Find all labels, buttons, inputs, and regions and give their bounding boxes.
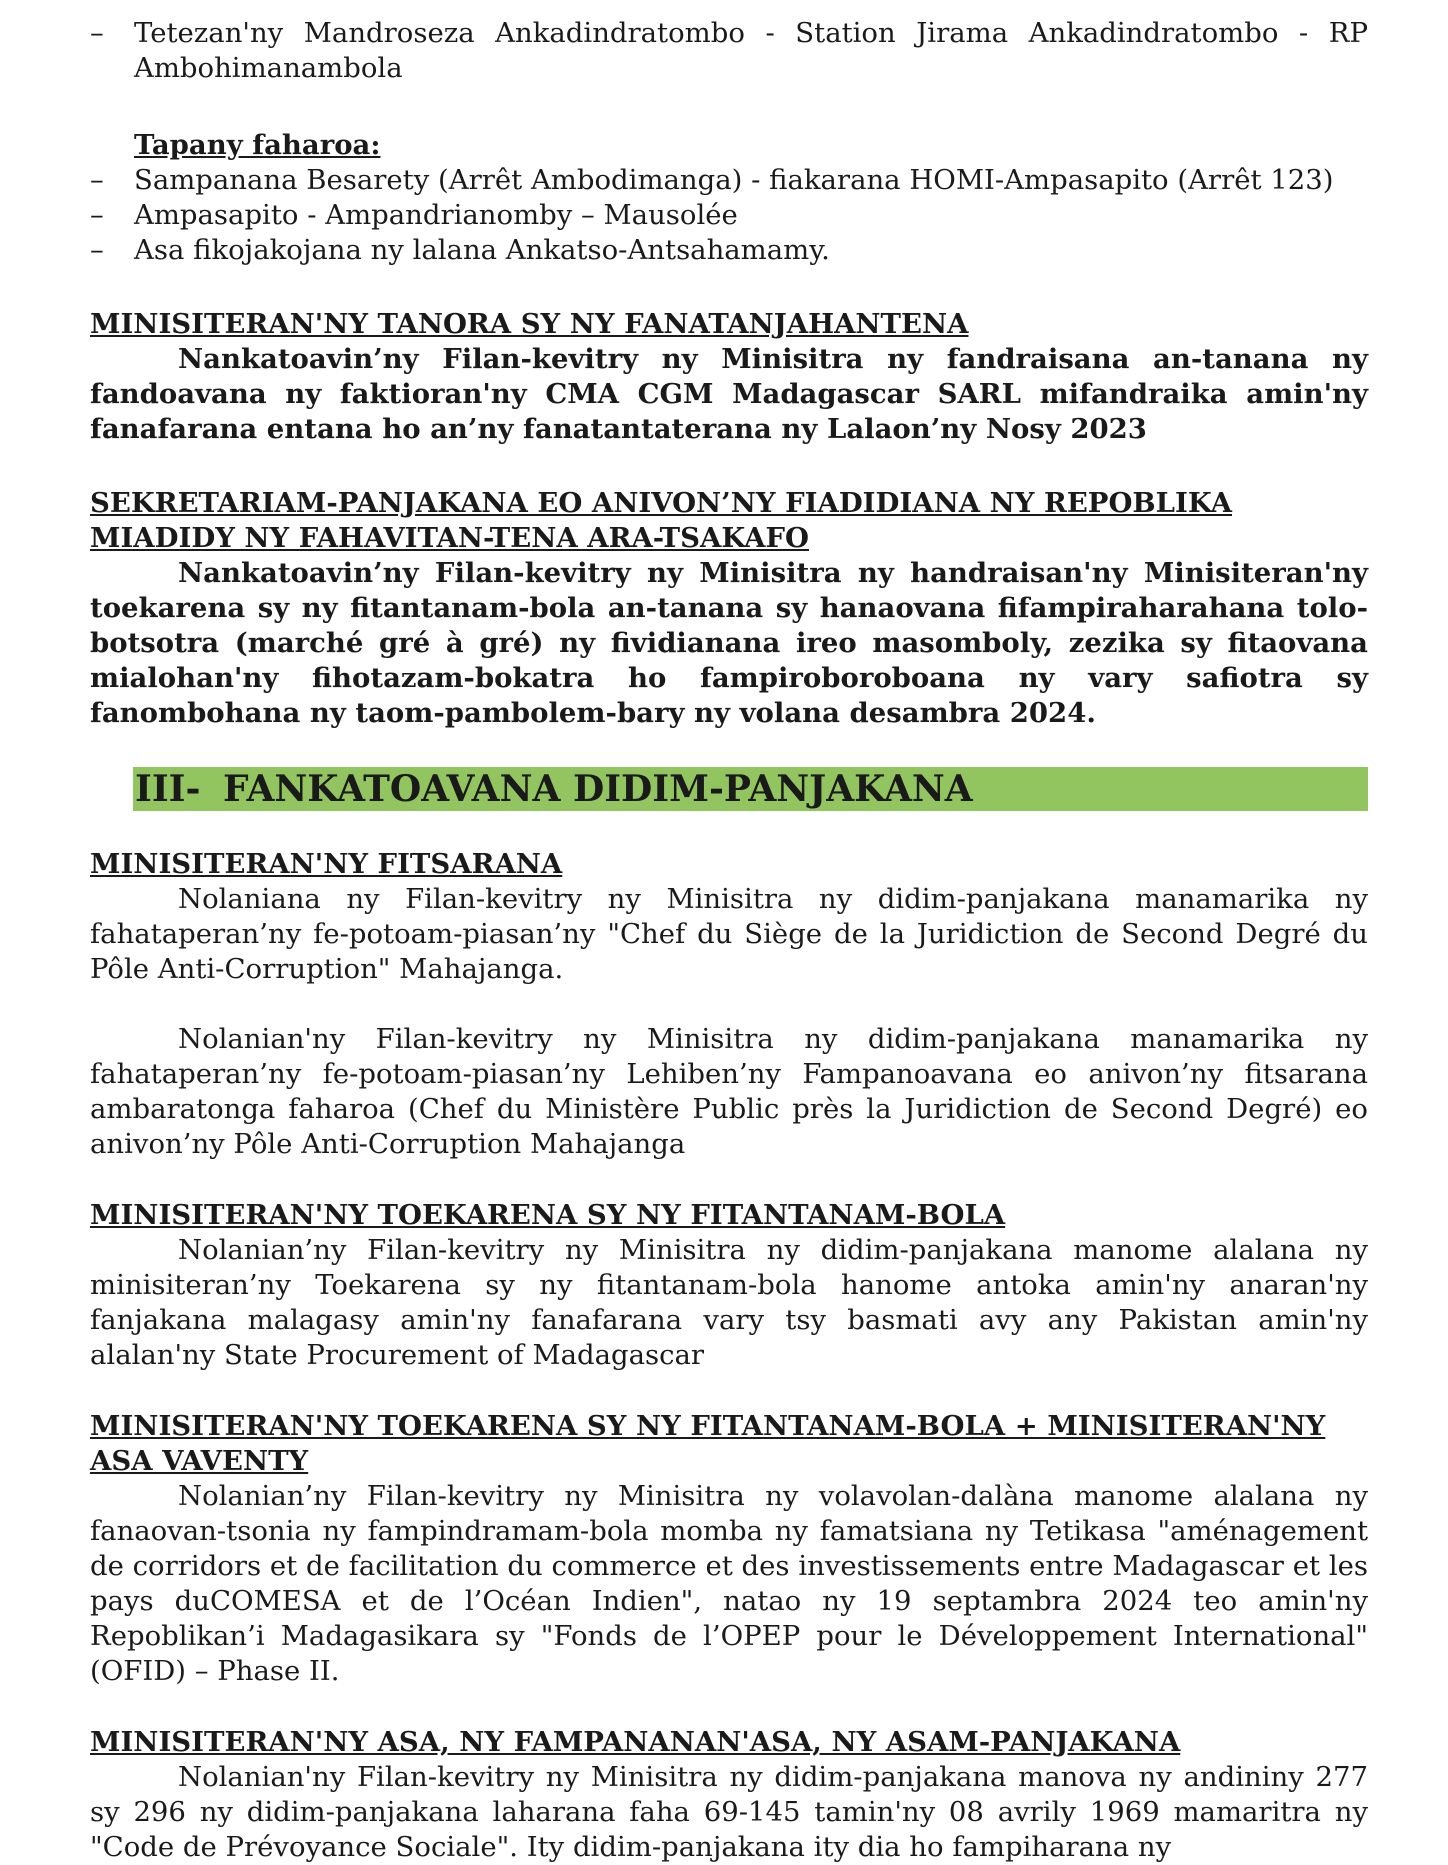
ministry-heading: MINISITERAN'NY FITSARANA — [90, 848, 563, 880]
section-number: III- — [135, 768, 201, 810]
decree-paragraph: Nolanian’ny Filan-kevitry ny Minisitra ny volavolan-dalàna manome alalana ny fanaovan-tsonia ny fampindramam-bola momba ny famatsiana ny Tetikasa "aménagement de corridors et de facilitation du commerce et des investissements entre Madagascar et les pays duCOMESA et de l’Océan Indien", natao ny 19 septambra 2024 teo amin'ny Repoblikan’i Madagasikara sy "Fonds de l’OPEP pour le Développement International" (OFID) – Phase II. — [90, 1480, 1368, 1687]
ministry-heading: MINISITERAN'NY TOEKARENA SY NY FITANTANAM-BOLA + MINISITERAN'NY ASA VAVENTY — [90, 1410, 1326, 1477]
decree-paragraph: Nolanian'ny Filan-kevitry ny Minisitra ny didim-panjakana manova ny andininy 277 sy 296 ny didim-panjakana laharana faha 69-145 tamin'ny 08 avrily 1969 mamaritra ny "Code de Prévoyance Sociale". Ity didim-panjakana ity dia ho fampiharana ny — [90, 1761, 1368, 1863]
ministry-heading: SEKRETARIAM-PANJAKANA EO ANIVON’NY FIADIDIANA NY REPOBLIKA MIADIDY NY FAHAVITAN-TENA ARA-TSAKAFO — [90, 487, 1232, 554]
ministry-heading: MINISITERAN'NY TOEKARENA SY NY FITANTANAM-BOLA — [90, 1199, 1006, 1231]
decision-paragraph: Nankatoavin’ny Filan-kevitry ny Minisitra ny fandraisana an-tanana ny fandoavana ny faktioran'ny CMA CGM Madagascar SARL mifandraika amin'ny fanafarana entana ho an’ny fanatantaterana ny Lalaon’ny Nosy 2023 — [90, 343, 1368, 445]
section-iii-banner — [133, 767, 1368, 811]
list-item: – Sampanana Besarety (Arrêt Ambodimanga) - fiakarana HOMI-Ampasapito (Arrêt 123) — [134, 163, 1368, 198]
tapany-faharoa-heading: Tapany faharoa: — [134, 129, 381, 161]
list-item: – Ampasapito - Ampandrianomby – Mausolée — [134, 198, 1368, 233]
document-content — [90, 16, 1368, 1865]
tapany-faharoa-list — [90, 163, 1368, 268]
ministry-section-fitsarana — [90, 847, 1368, 1162]
list-item: – Asa fikojakojana ny lalana Ankatso-Antsahamamy. — [134, 233, 1368, 268]
decree-paragraph: Nolanian'ny Filan-kevitry ny Minisitra ny didim-panjakana manamarika ny fahataperan’ny fe-potoam-piasan’ny Lehiben’ny Fampanoavana eo anivon’ny fitsarana ambaratonga faharoa (Chef du Ministère Public près la Juridiction de Second Degré) eo anivon’ny Pôle Anti-Corruption Mahajanga — [90, 1023, 1368, 1160]
ministry-section-sekretariam — [90, 486, 1368, 731]
road-works-list — [90, 16, 1368, 86]
section-title: FANKATOAVANA DIDIM-PANJAKANA — [223, 768, 973, 810]
ministry-section-toekarena-asa-vaventy — [90, 1409, 1368, 1689]
ministry-section-asa — [90, 1725, 1368, 1865]
ministry-heading: MINISITERAN'NY ASA, NY FAMPANANAN'ASA, NY ASAM-PANJAKANA — [90, 1726, 1181, 1758]
decree-paragraph: Nolaniana ny Filan-kevitry ny Minisitra ny didim-panjakana manamarika ny fahataperan’ny fe-potoam-piasan’ny "Chef du Siège de la Juridiction de Second Degré du Pôle Anti-Corruption" Mahajanga. — [90, 883, 1368, 985]
decision-paragraph: Nankatoavin’ny Filan-kevitry ny Minisitra ny handraisan'ny Minisiteran'ny toekarena sy ny fitantanam-bola an-tanana sy hanaovana fifampiraharahana tolo-botsotra (marché gré à gré) ny fividianana ireo masomboly, zezika sy fitaovana mialohan'ny fihotazam-bokatra ho fampiroboroboana ny vary safiotra sy fanombohana ny taom-pambolem-bary ny volana desambra 2024. — [90, 557, 1368, 729]
decree-paragraph: Nolanian’ny Filan-kevitry ny Minisitra ny didim-panjakana manome alalana ny minisiteran’ny Toekarena sy ny fitantanam-bola hanome antoka amin'ny anaran'ny fanjakana malagasy amin'ny fanafarana vary tsy basmati avy any Pakistan amin'ny alalan'ny State Procurement of Madagascar — [90, 1234, 1368, 1371]
list-item: – Tetezan'ny Mandroseza Ankadindratombo - Station Jirama Ankadindratombo - RP Ambohimanambola — [134, 16, 1368, 86]
ministry-heading: MINISITERAN'NY TANORA SY NY FANATANJAHANTENA — [90, 308, 969, 340]
ministry-section-toekarena — [90, 1198, 1368, 1373]
ministry-section-tanora — [90, 307, 1368, 447]
